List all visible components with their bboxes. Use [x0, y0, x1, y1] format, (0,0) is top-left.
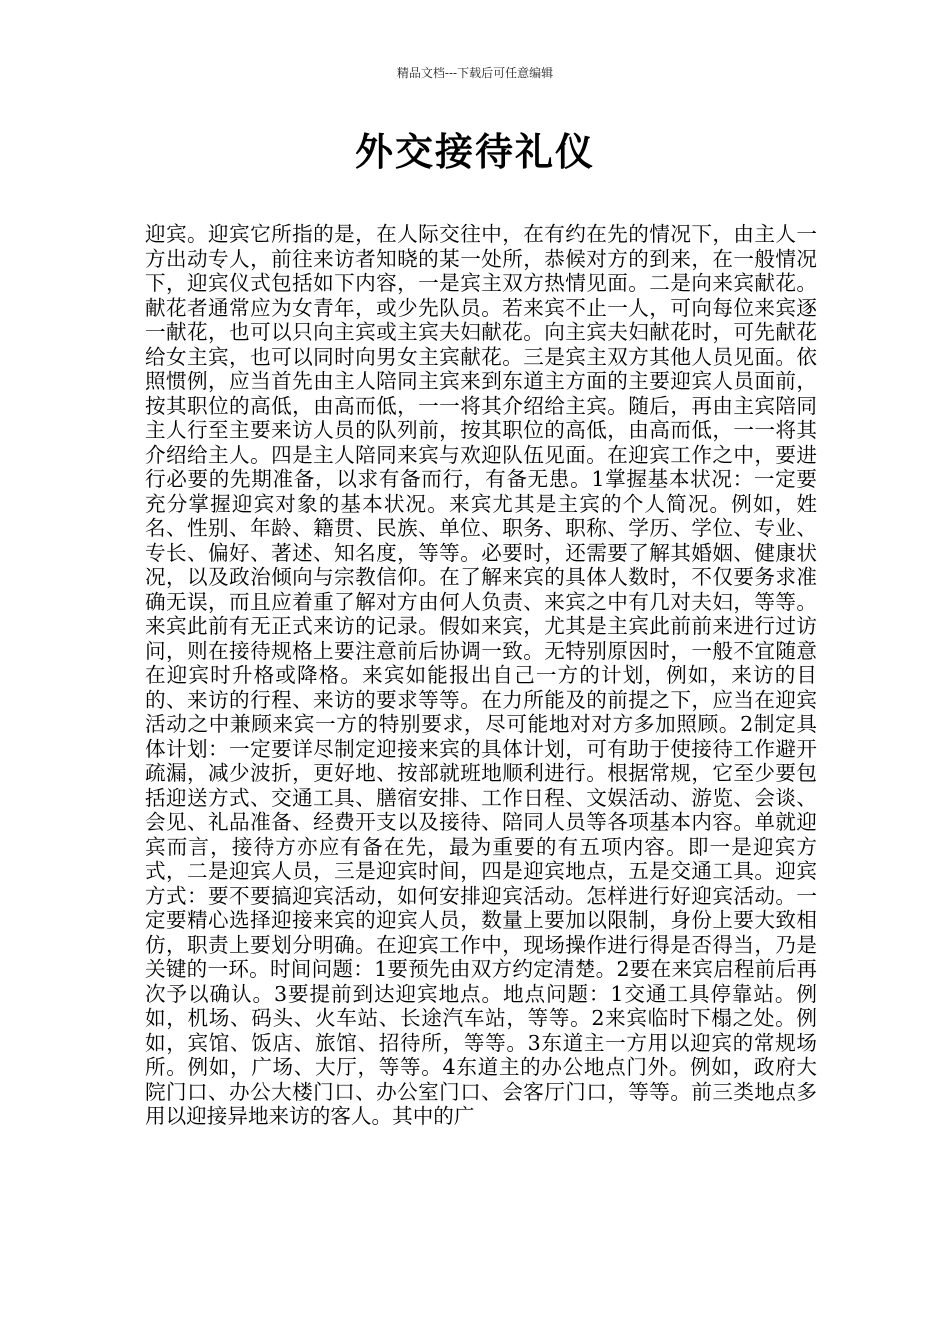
document-title: 外交接待礼仪: [354, 130, 595, 174]
document-body-text: 迎宾。迎宾它所指的是，在人际交往中，在有约在先的情况下，由主人一方出动专人，前往来访者知晓的某一处所，恭候对方的到来，在一般情况下，迎宾仪式包括如下内容，一是宾主双方热情见面。二是向来宾献花。献花者通常应为女青年，或少先队员。若来宾不止一人，可向每位来宾逐一献花，也可以只向主宾或主宾夫妇献花。向主宾夫妇献花时，可先献花给女主宾，也可以同时向男女主宾献花。三是宾主双方其他人员见面。依照惯例，应当首先由主人陪同主宾来到东道主方面的主要迎宾人员面前，按其职位的高低，由高而低，一一将其介绍给主宾。随后，再由主宾陪同主人行至主要来访人员的队列前，按其职位的高低，由高而低，一一将其介绍给主人。四是主人陪同来宾与欢迎队伍见面。在迎宾工作之中，要进行必要的先期准备，以求有备而行，有备无患。1掌握基本状况：一定要充分掌握迎宾对象的基本状况。来宾尤其是主宾的个人简况。例如，姓名、性别、年龄、籍贯、民族、单位、职务、职称、学历、学位、专业、专长、偏好、著述、知名度，等等。必要时，还需要了解其婚姻、健康状况，以及政治倾向与宗教信仰。在了解来宾的具体人数时，不仅要务求准确无误，而且应着重了解对方由何人负责、来宾之中有几对夫妇，等等。来宾此前有无正式来访的记录。假如来宾，尤其是主宾此前前来进行过访问，则在接待规格上要注意前后协调一致。无特别原因时，一般不宜随意在迎宾时升格或降格。来宾如能报出自己一方的计划，例如，来访的目的、来访的行程、来访的要求等等。在力所能及的前提之下，应当在迎宾活动之中兼顾来宾一方的特别要求，尽可能地对对方多加照顾。2制定具体计划：一定要详尽制定迎接来宾的具体计划，可有助于使接待工作避开疏漏，减少波折，更好地、按部就班地顺利进行。根据常规，它至少要包括迎送方式、交通工具、膳宿安排、工作日程、文娱活动、游览、会谈、会见、礼品准备、经费开支以及接待、陪同人员等各项基本内容。单就迎宾而言，接待方亦应有备在先，最为重要的有五项内容。即一是迎宾方式，二是迎宾人员，三是迎宾时间，四是迎宾地点，五是交通工具。迎宾方式：要不要搞迎宾活动，如何安排迎宾活动。怎样进行好迎宾活动。一定要精心选择迎接来宾的迎宾人员，数量上要加以限制，身份上要大致相仿，职责上要划分明确。在迎宾工作中，现场操作进行得是否得当，乃是关键的一环。时间问题：1要预先由双方约定清楚。2要在来宾启程前后再次予以确认。3要提前到达迎宾地点。地点问题：1交通工具停靠站。例如，机场、码头、火车站、长途汽车站，等等。2来宾临时下榻之处。例如，宾馆、饭店、旅馆、招待所，等等。3东道主一方用以迎宾的常规场所。例如，广场、大厅，等等。4东道主的办公地点门外。例如，政府大院门口、办公大楼门口、办公室门口、会客厅门口，等等。前三类地点多用以迎接异地来访的客人。其中的广: [145, 222, 817, 1128]
page-header-note: 精品文档---下载后可任意编辑: [396, 66, 554, 80]
